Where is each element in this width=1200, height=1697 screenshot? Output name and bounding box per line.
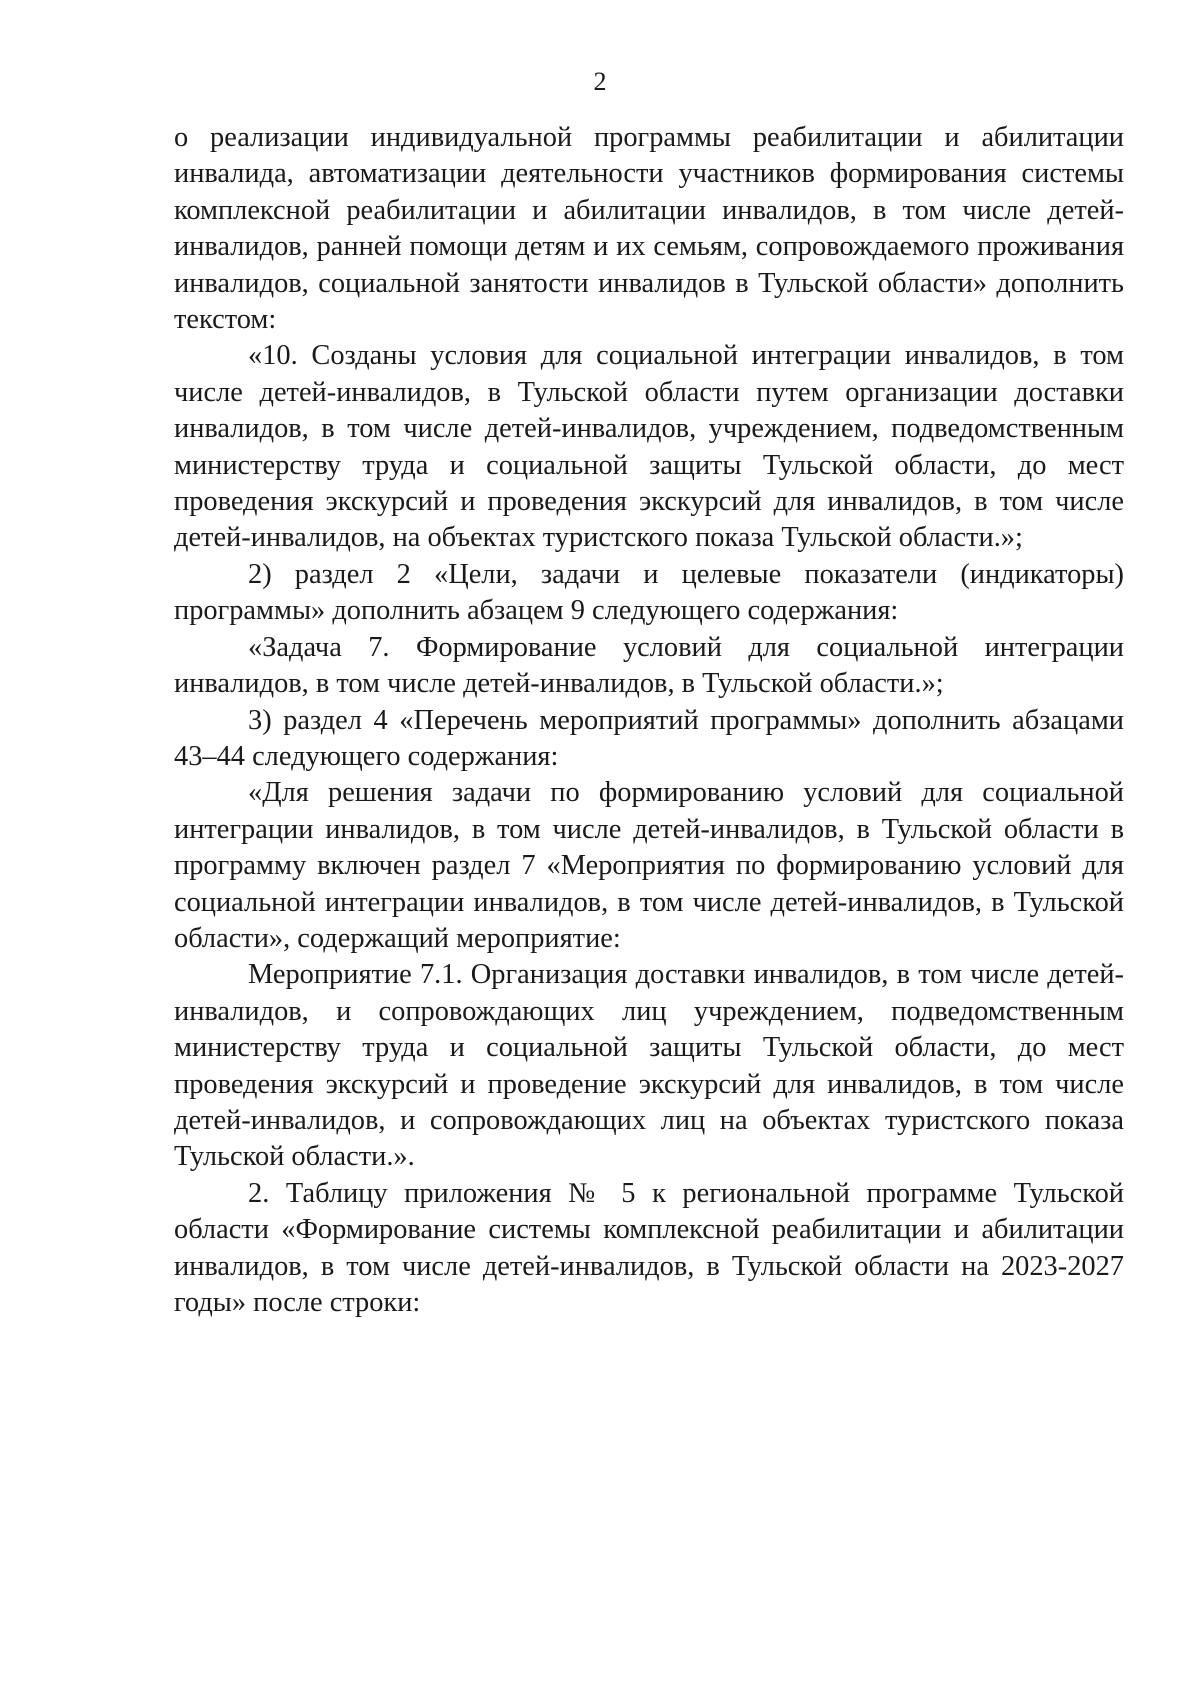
paragraph-item-10: «10. Созданы условия для социальной интеграции инвалидов, в том числе детей-инвалидов, в Тульской области путем организации доставки инвалидов, в том числе детей-инвалидов, учреждением, подведомственным министерству труда и социальной защиты Тульской области, до мест проведения экскурсий и проведения экскурсий для инвалидов, в том числе детей-инвалидов, на объектах туристского показа Тульской области.»; <box>174 340 1124 554</box>
document-body <box>174 120 1124 1321</box>
paragraph-measure-7-1: Мероприятие 7.1. Организация доставки инвалидов, в том числе детей-инвалидов, и сопровождающих лиц учреждением, подведомственным министерству труда и социальной защиты Тульской области, до мест проведения экскурсий и проведение экскурсий для инвалидов, в том числе детей-инвалидов, и сопровождающих лиц на объектах туристского показа Тульской области.». <box>174 959 1124 1173</box>
paragraph-continuation: о реализации индивидуальной программы реабилитации и абилитации инвалида, автоматизации деятельности участников формирования системы комплексной реабилитации и абилитации инвалидов, в том числе детей-инвалидов, ранней помощи детям и их семьям, сопровождаемого проживания инвалидов, социальной занятости инвалидов в Тульской области» дополнить текстом: <box>174 122 1124 336</box>
paragraph-section-4: 3) раздел 4 «Перечень мероприятий программы» дополнить абзацами 43–44 следующего содержания: <box>174 704 1124 772</box>
paragraph-task-solution: «Для решения задачи по формированию условий для социальной интеграции инвалидов, в том числе детей-инвалидов, в Тульской области в программу включен раздел 7 «Мероприятия по формированию условий для социальной интеграции инвалидов, в том числе детей-инвалидов, в Тульской области», содержащий мероприятие: <box>174 777 1124 954</box>
paragraph-section-2: 2) раздел 2 «Цели, задачи и целевые показатели (индикаторы) программы» дополнить абзацем 9 следующего содержания: <box>174 558 1124 627</box>
page-number: 2 <box>593 67 607 96</box>
paragraph-task-7: «Задача 7. Формирование условий для социальной интеграции инвалидов, в том числе детей-инвалидов, в Тульской области.»; <box>174 631 1124 700</box>
paragraph-table-amendment: 2. Таблицу приложения № 5 к региональной программе Тульской области «Формирование системы комплексной реабилитации и абилитации инвалидов, в том числе детей-инвалидов, в Тульской области на 2023-2027 годы» после строки: <box>174 1177 1124 1318</box>
